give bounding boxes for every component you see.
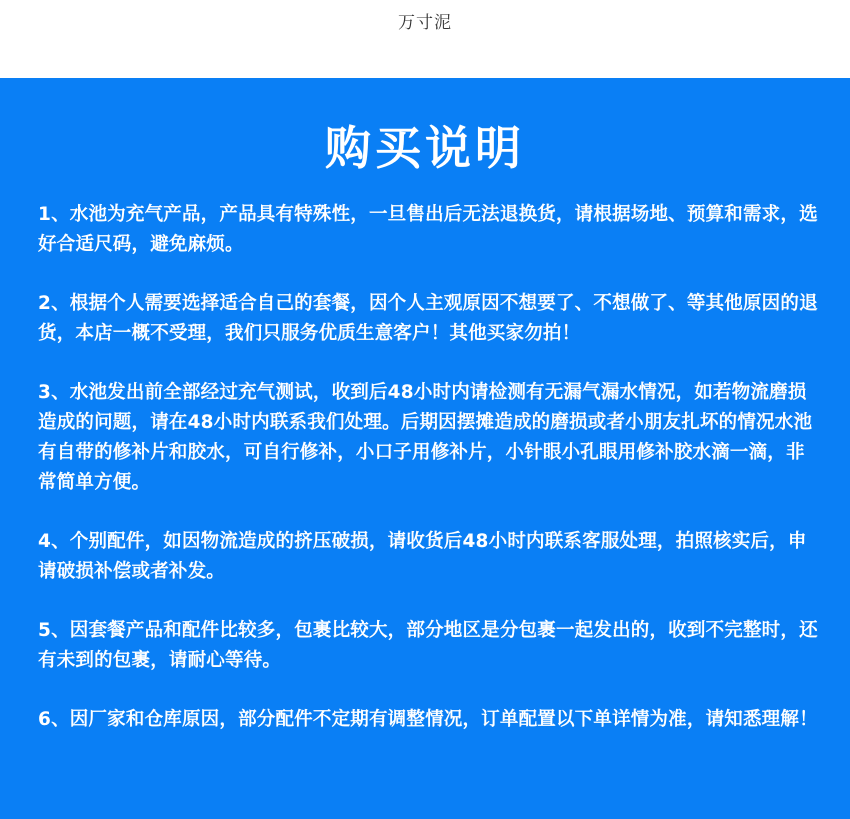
notice-item-2: 2、根据个人需要选择适合自己的套餐，因个人主观原因不想要了、不想做了、等其他原因的退货，本店一概不受理，我们只服务优质生意客户！其他买家勿拍！: [38, 293, 818, 344]
purchase-notice-panel: [0, 78, 850, 819]
notice-item-4: 4、个别配件，如因物流造成的挤压破损，请收货后48小时内联系客服处理，拍照核实后，申请破损补偿或者补发。: [38, 531, 807, 582]
shop-title: 万寸泥: [398, 13, 452, 33]
notice-item-5: 5、因套餐产品和配件比较多，包裹比较大，部分地区是分包裹一起发出的，收到不完整时，还有未到的包裹，请耐心等待。: [38, 620, 818, 671]
notice-item-1: 1、水池为充气产品，产品具有特殊性，一旦售出后无法退换货，请根据场地、预算和需求，选好合适尺码，避免麻烦。: [38, 204, 818, 255]
purchase-notice-heading: 购买说明: [325, 121, 525, 175]
top-bar: [0, 0, 850, 78]
notice-list: [38, 200, 818, 764]
notice-item-6: 6、因厂家和仓库原因，部分配件不定期有调整情况，订单配置以下单详情为准，请知悉理解！: [38, 709, 818, 730]
notice-item-3: 3、水池发出前全部经过充气测试，收到后48小时内请检测有无漏气漏水情况，如若物流磨损造成的问题，请在48小时内联系我们处理。后期因摆摊造成的磨损或者小朋友扎坏的情况水池有自带的修补片和胶水，可自行修补，小口子用修补片，小针眼小孔眼用修补胶水滴一滴，非常简单方便。: [38, 382, 813, 493]
